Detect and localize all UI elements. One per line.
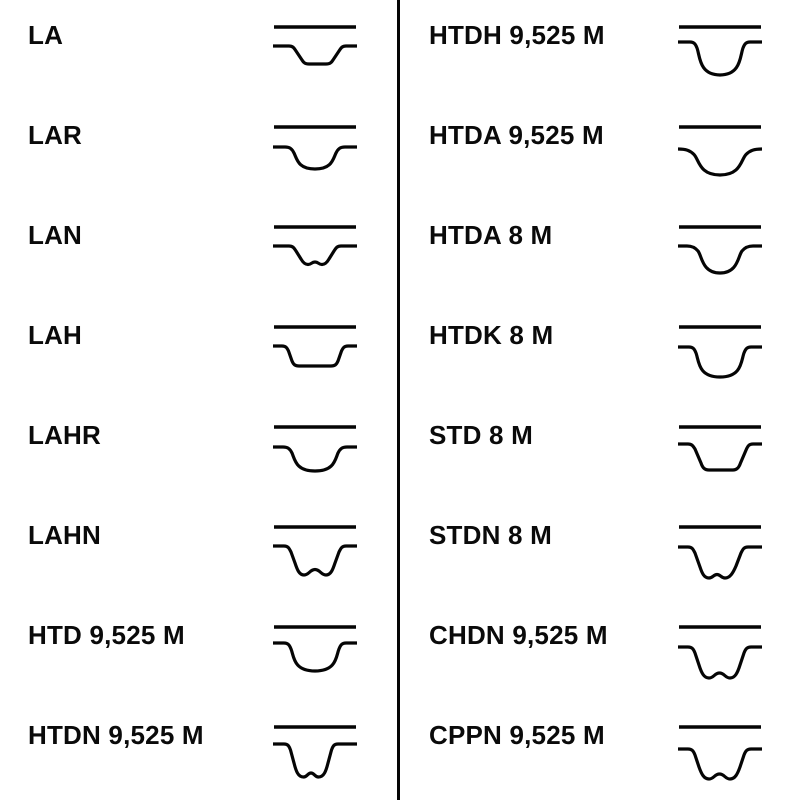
chdn-9525m-profile-drawing — [675, 623, 765, 685]
belt-row-cppn-9525m — [401, 700, 799, 800]
belt-type-label-htda-8m: HTDA 8 M — [429, 220, 553, 250]
belt-row-lahr — [0, 400, 398, 500]
lah-profile-drawing — [270, 323, 360, 385]
std-8m-profile-drawing — [675, 423, 765, 485]
belt-type-label-la: LA — [28, 20, 64, 50]
belt-type-label-htdn-9525m: HTDN 9,525 M — [28, 720, 204, 750]
belt-row-chdn-9525m — [401, 600, 799, 700]
belt-row-htd-9525m — [0, 600, 398, 700]
belt-row-htdn-9525m — [0, 700, 398, 800]
left-column — [0, 0, 398, 800]
htd-9525m-profile-drawing — [270, 623, 360, 685]
belt-type-label-htd-9525m: HTD 9,525 M — [28, 620, 185, 650]
belt-type-label-lahr: LAHR — [28, 420, 102, 450]
belt-type-label-htdh-9525m: HTDH 9,525 M — [429, 20, 605, 50]
belt-row-std-8m — [401, 400, 799, 500]
htdh-9525m-profile-drawing — [675, 23, 765, 85]
la-profile-drawing — [270, 23, 360, 85]
belt-type-label-std-8m: STD 8 M — [429, 420, 533, 450]
belt-row-lah — [0, 300, 398, 400]
belt-row-lahn — [0, 500, 398, 600]
belt-type-label-stdn-8m: STDN 8 M — [429, 520, 552, 550]
lahn-profile-drawing — [270, 523, 360, 585]
htda-8m-profile-drawing — [675, 223, 765, 285]
cppn-9525m-profile-drawing — [675, 723, 765, 785]
belt-row-stdn-8m — [401, 500, 799, 600]
belt-type-label-htdk-8m: HTDK 8 M — [429, 320, 554, 350]
belt-row-lan — [0, 200, 398, 300]
belt-type-label-cppn-9525m: CPPN 9,525 M — [429, 720, 605, 750]
belt-row-la — [0, 0, 398, 100]
right-column — [401, 0, 799, 800]
stdn-8m-profile-drawing — [675, 523, 765, 585]
htda-9525m-profile-drawing — [675, 123, 765, 185]
lan-profile-drawing — [270, 223, 360, 285]
belt-type-label-lahn: LAHN — [28, 520, 102, 550]
htdk-8m-profile-drawing — [675, 323, 765, 385]
belt-type-label-lah: LAH — [28, 320, 83, 350]
belt-row-htda-8m — [401, 200, 799, 300]
belt-type-label-htda-9525m: HTDA 9,525 M — [429, 120, 604, 150]
belt-row-htdh-9525m — [401, 0, 799, 100]
belt-row-htdk-8m — [401, 300, 799, 400]
lar-profile-drawing — [270, 123, 360, 185]
belt-row-lar — [0, 100, 398, 200]
belt-type-label-lan: LAN — [28, 220, 83, 250]
belt-type-label-chdn-9525m: CHDN 9,525 M — [429, 620, 608, 650]
belt-row-htda-9525m — [401, 100, 799, 200]
belt-type-label-lar: LAR — [28, 120, 83, 150]
lahr-profile-drawing — [270, 423, 360, 485]
column-divider-line — [397, 0, 400, 800]
htdn-9525m-profile-drawing — [270, 723, 360, 785]
